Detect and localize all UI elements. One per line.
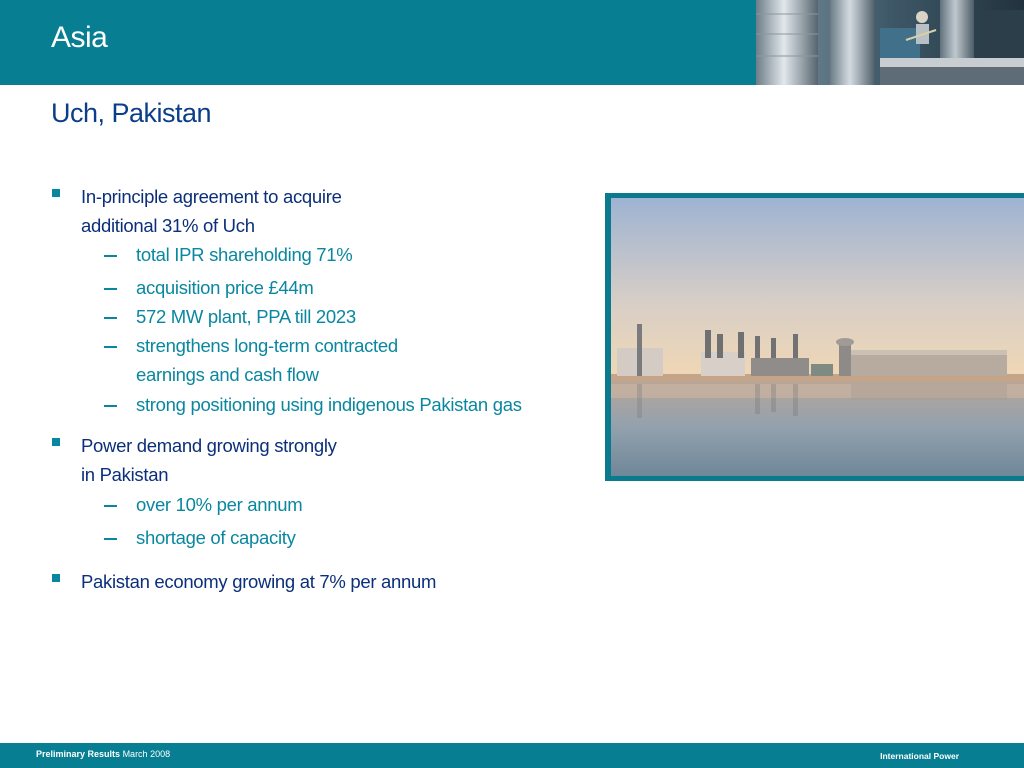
sub-bullet-text: total IPR shareholding 71% (136, 244, 353, 265)
footer-date: March 2008 (122, 749, 171, 759)
footer-company-name: International Power (880, 751, 959, 761)
bullet-text: in Pakistan (81, 464, 169, 485)
sub-bullet-text: shortage of capacity (136, 527, 296, 548)
sub-bullet-text: strong positioning using indigenous Pakistan gas (136, 394, 522, 415)
bullet-text: In-principle agreement to acquire (81, 186, 342, 207)
bullet-text: Pakistan economy growing at 7% per annum (81, 571, 437, 592)
industrial-turbine-photo (756, 0, 1024, 85)
sub-bullet-marker (104, 505, 117, 507)
bullet-text: Power demand growing strongly (81, 435, 337, 456)
footer-presentation-info (36, 748, 170, 760)
power-plant-photo (611, 198, 1024, 476)
sub-bullet-marker (104, 346, 117, 348)
slide-title: Uch, Pakistan (51, 98, 212, 128)
sub-bullet-marker (104, 255, 117, 257)
sub-bullet-marker (104, 538, 117, 540)
bullet-text: additional 31% of Uch (81, 215, 255, 236)
bullet-marker (52, 574, 60, 582)
sub-bullet-marker (104, 405, 117, 407)
footer-bar (0, 743, 1024, 768)
sub-bullet-text: over 10% per annum (136, 494, 303, 515)
sub-bullet-text: earnings and cash flow (136, 364, 319, 385)
sub-bullet-text: 572 MW plant, PPA till 2023 (136, 306, 356, 327)
bullet-marker (52, 438, 60, 446)
sub-bullet-marker (104, 317, 117, 319)
footer-presentation-name: Preliminary Results (36, 749, 121, 759)
sub-bullet-marker (104, 288, 117, 290)
sub-bullet-text: acquisition price £44m (136, 277, 314, 298)
bullet-marker (52, 189, 60, 197)
sub-bullet-text: strengthens long-term contracted (136, 335, 398, 356)
slide-section-title: Asia (51, 21, 108, 54)
